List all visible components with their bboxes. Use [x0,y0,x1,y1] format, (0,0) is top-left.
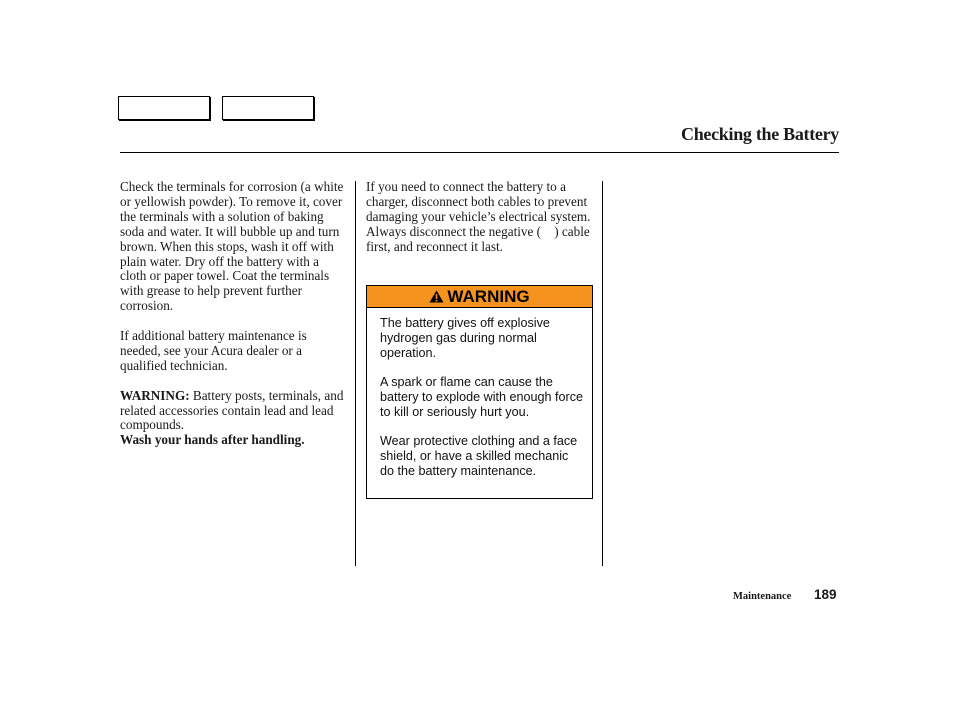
lead-warning-paragraph [120,389,348,449]
footer-section-name: Maintenance [733,591,792,602]
column-divider-left [355,181,356,566]
title-divider [120,152,839,153]
corrosion-paragraph: Check the terminals for corrosion (a white or yellowish powder). To remove it, cover the terminals with a solution of baking soda and water. It will bubble up and turn brown. When this stops, wash it off with plain water. Dry off the battery with a cloth or paper towel. Coat the terminals with grease to help prevent further corrosion. [120,179,344,314]
warning-item: Wear protective clothing and a face shield, or have a skilled mechanic do the battery maintenance. [380,434,578,478]
warning-body [367,308,592,479]
text-column-1 [120,180,348,463]
warning-box [366,285,593,499]
warning-header [367,286,592,308]
lead-warning-label: WARNING: [120,387,190,403]
charger-paragraph: If you need to connect the battery to a charger, disconnect both cables to prevent damaging your vehicle’s electrical system. Always disconnect the negative ( ) cable first, and reconnect it last. [366,179,591,254]
page-title: Checking the Battery [681,124,839,144]
next-page-button[interactable] [222,96,314,120]
lead-warning-text: Battery posts, terminals, and related accessories contain lead and lead compounds. [120,387,344,433]
previous-page-button[interactable] [118,96,210,120]
warning-heading: WARNING [447,286,530,306]
lead-warning-emphasis: Wash your hands after handling. [120,432,305,448]
warning-item: A spark or flame can cause the battery to explode with enough force to kill or seriously hurt you. [380,375,584,419]
page-number: 189 [814,587,837,602]
column-divider-right [602,181,603,566]
maintenance-paragraph: If additional battery maintenance is needed, see your Acura dealer or a qualified technician. [120,328,307,373]
warning-triangle-icon [429,290,444,303]
warning-item: The battery gives off explosive hydrogen gas during normal operation. [380,316,550,360]
text-column-2 [366,180,594,269]
